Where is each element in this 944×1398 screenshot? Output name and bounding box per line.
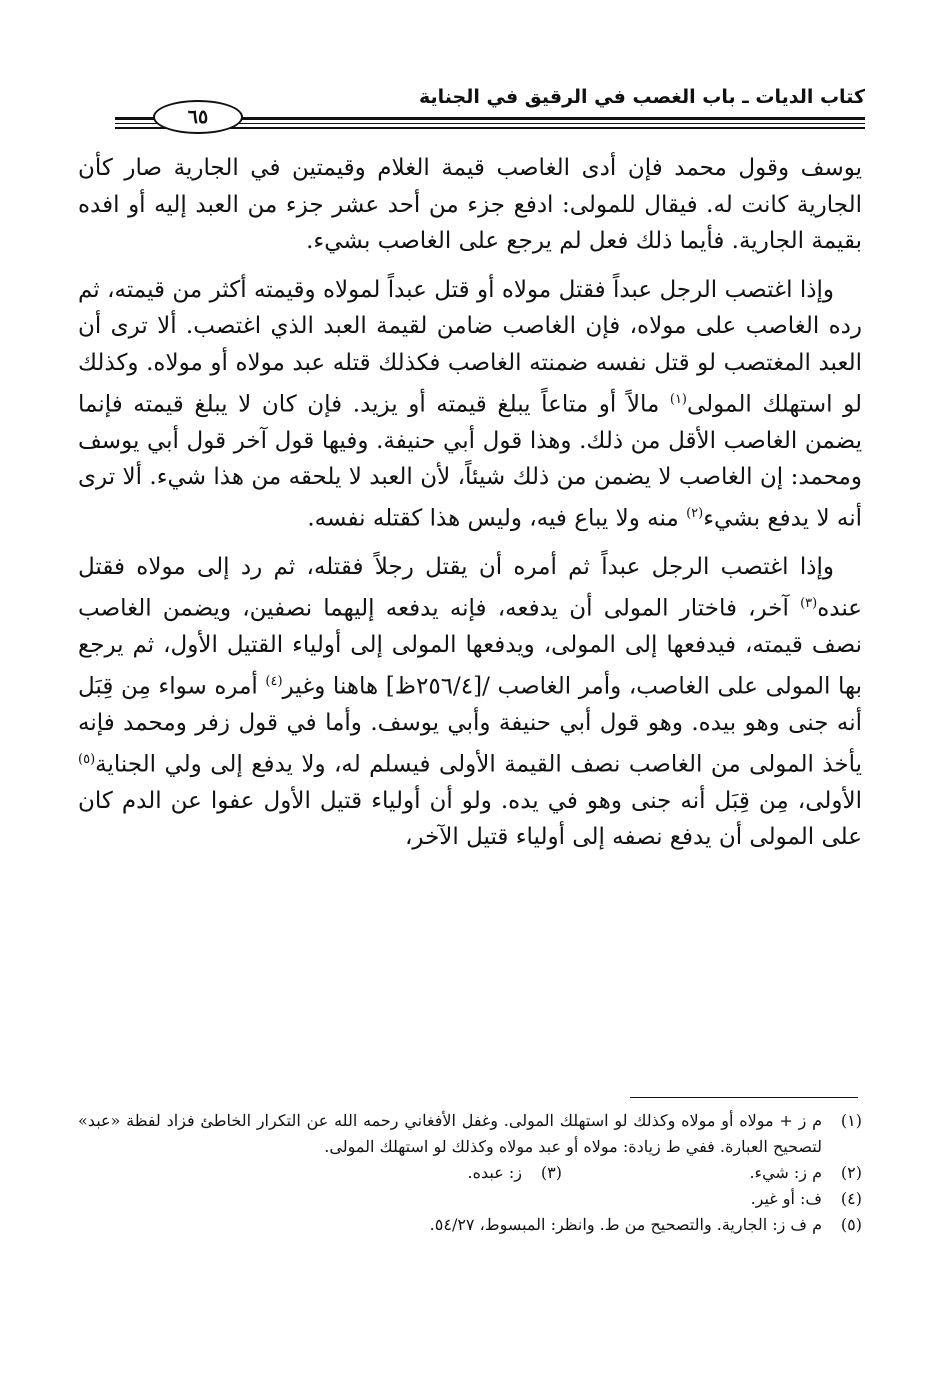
text-run: آخر، فاختار المولى أن يدفعه، فإنه يدفعه إليهما نصفين، ويضمن الغاصب نصف قيمته، فيدفعها إلى المولى، ويدفعها المولى إلى أولياء القتيل الأول، ثم يرجع بها المولى على الغاصب، وأمر الغاصب /[٢٥٦/٤ظ] هاهنا وغير — [78, 595, 862, 700]
footnote-text: ف: أو غير. — [750, 1189, 822, 1208]
paragraph — [78, 549, 862, 856]
text-run: مالاً أو متاعاً يبلغ قيمته أو يزيد. فإن كان لا يبلغ قيمته فإنما يضمن الغاصب الأقل من ذلك. وهذا قول أبي حنيفة. وفيها قول آخر قول أبي يوسف ومحمد: إن الغاصب لا يضمن من ذلك شيئاً، لأن العبد لا يلحقه من هذا شيء. ألا ترى أنه لا يدفع بشيء — [78, 391, 862, 532]
footnote-ref: (١) — [669, 391, 687, 407]
footnote — [78, 1212, 862, 1238]
footnote-number: (٥) — [840, 1215, 862, 1234]
footnote — [78, 1186, 862, 1212]
footnote — [262, 1160, 562, 1186]
footnote-row — [78, 1160, 862, 1186]
footnotes — [78, 1108, 862, 1238]
main-text — [78, 150, 862, 868]
footnote-number: (٣) — [540, 1163, 562, 1182]
footnote-text: م ف ز: الجارية. والتصحيح من ط. وانظر: المبسوط، ٥٤/٢٧. — [429, 1215, 822, 1234]
footnote-separator — [630, 1097, 858, 1098]
text-run: الأولى، مِن قِبَل أنه جنى وهو في يده. ولو أن أولياء قتيل الأول عفوا عن الدم كان على المولى أن يدفع نصفه إلى أولياء قتيل الآخر، — [78, 787, 862, 851]
footnote-number: (١) — [840, 1111, 862, 1130]
paragraph — [78, 272, 862, 537]
footnote-number: (٢) — [840, 1163, 862, 1182]
page-number: ٦٥ — [153, 100, 243, 134]
footnote-ref: (٣) — [800, 595, 818, 611]
footnote — [78, 1108, 862, 1160]
footnote-text: م ز + مولاه أو مولاه وكذلك لو استهلك المولى. وغفل الأفغاني رحمه الله عن التكرار الخاطئ فزاد لفظة «عبد» لتصحيح العبارة. ففي ط زيادة: مولاه أو عبد مولاه وكذلك لو استهلك المولى. — [78, 1111, 822, 1156]
footnote-ref: (٤) — [265, 673, 283, 689]
footnote-ref: (٢) — [686, 506, 704, 521]
paragraph — [78, 150, 862, 260]
footnote — [562, 1160, 862, 1186]
footnote-text: ز: عبده. — [467, 1163, 522, 1182]
text-run: وإذا اغتصب الرجل عبداً فقتل مولاه أو قتل عبداً لمولاه وقيمته أكثر من قيمته، ثم رده الغاصب على مولاه، فإن الغاصب ضامن لقيمة العبد الذي اغتصب. ألا ترى أن العبد المغتصب لو قتل نفسه ضمنته الغاصب فكذلك قتله عبد مولاه أو مولاه. وكذلك لو استهلك المولى — [78, 276, 863, 418]
text-run: وإذا اغتصب الرجل عبداً ثم أمره أن يقتل رجلاً فقتله، ثم رد إلى مولاه فقتل عنده — [78, 554, 862, 622]
footnote-text: م ز: شيء. — [749, 1163, 822, 1182]
footnote-number: (٤) — [840, 1189, 862, 1208]
text-run: أمره سواء مِن قِبَل أنه جنى وهو بيده. وهو قول أبي حنيفة وأبي يوسف. وأما في قول زفر ومحمد فإنه يأخذ المولى من الغاصب نصف القيمة الأولى فيسلم له، ولا يدفع إلى ولي الجناية — [78, 673, 862, 778]
footnote-ref: (٥) — [78, 751, 96, 767]
running-header — [105, 86, 865, 126]
chapter-title: كتاب الديات ـ باب الغصب في الرقيق في الجناية — [419, 86, 865, 108]
text-run: يوسف وقول محمد فإن أدى الغاصب قيمة الغلام وقيمتين في الجارية صار كأن الجارية كانت له. فيقال للمولى: ادفع جزء من أحد عشر جزء من العبد إليه أو افده بقيمة الجارية. فأيما ذلك فعل لم يرجع على الغاصب بشيء. — [78, 155, 862, 255]
text-run: منه ولا يباع فيه، وليس هذا كقتله نفسه. — [307, 505, 687, 532]
